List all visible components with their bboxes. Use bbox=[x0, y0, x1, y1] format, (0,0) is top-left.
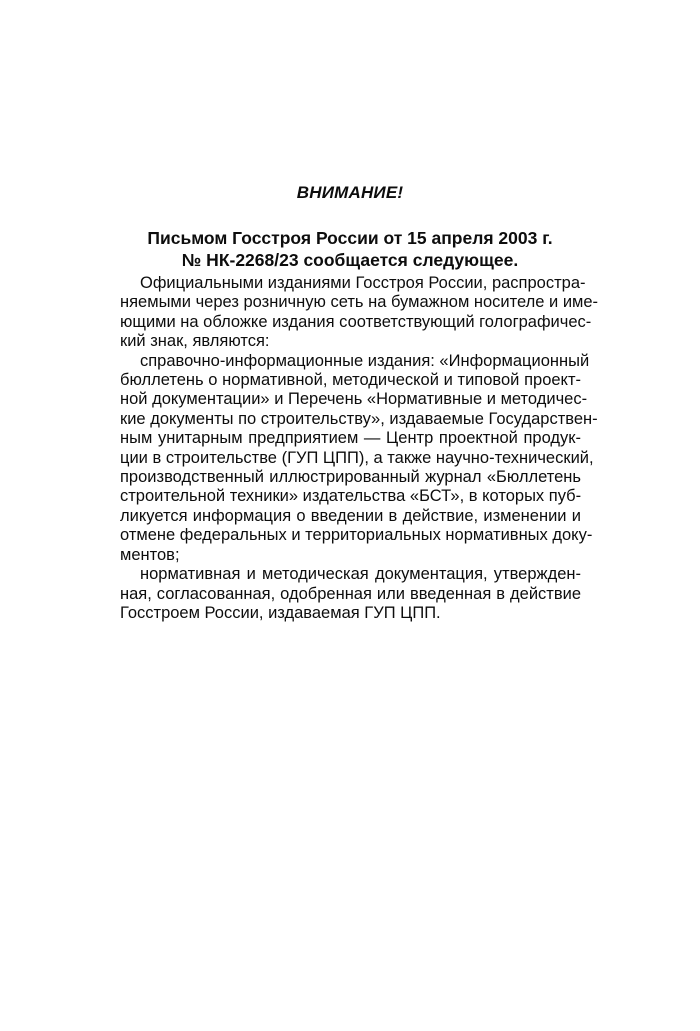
text-line: ным унитарным предприятием — Центр проектной продук- bbox=[120, 429, 581, 448]
text-line: строительной техники» издательства «БСТ», в которых пуб- bbox=[120, 487, 582, 506]
paragraph-normative-documentation bbox=[120, 565, 581, 623]
text-line: няемыми через розничную сеть на бумажном носителе и име- bbox=[120, 293, 599, 312]
text-line: ментов; bbox=[120, 545, 180, 564]
text-line: Официальными изданиями Госстроя России, распростра- bbox=[140, 274, 586, 292]
text-line: бюллетень о нормативной, методической и типовой проект- bbox=[120, 371, 581, 390]
text-line: ющими на обложке издания соответствующий голографичес- bbox=[120, 312, 592, 331]
body-text bbox=[120, 274, 599, 623]
text-line: кие документы по строительству», издаваемые Государствен- bbox=[120, 409, 598, 428]
paragraph-reference-editions bbox=[120, 351, 598, 565]
text-line: отмене федеральных и территориальных нормативных доку- bbox=[120, 526, 593, 545]
text-line: справочно-информационные издания: «Информационный bbox=[140, 351, 590, 370]
letter-reference-line-2: № НК-2268/23 сообщается следующее. bbox=[181, 250, 519, 270]
paragraph-official-editions bbox=[120, 274, 599, 352]
text-line: ная, согласованная, одобренная или введенная в действие bbox=[120, 584, 581, 603]
text-line: производственный иллюстрированный журнал «Бюллетень bbox=[120, 468, 581, 487]
text-line: ции в строительстве (ГУП ЦПП), а также научно-технический, bbox=[120, 448, 594, 467]
text-line: кий знак, являются: bbox=[120, 332, 270, 351]
letter-reference bbox=[0, 227, 700, 271]
attention-heading: ВНИМАНИЕ! bbox=[296, 183, 404, 202]
text-line: ной документации» и Перечень «Нормативные и методичес- bbox=[120, 390, 588, 409]
text-line: нормативная и методическая документация, утвержден- bbox=[140, 565, 581, 584]
letter-reference-line-1: Письмом Госстроя России от 15 апреля 2003 г. bbox=[147, 228, 553, 248]
text-line: Госстроем России, издаваемая ГУП ЦПП. bbox=[120, 603, 441, 622]
text-line: ликуется информация о введении в действие, изменении и bbox=[120, 506, 581, 525]
